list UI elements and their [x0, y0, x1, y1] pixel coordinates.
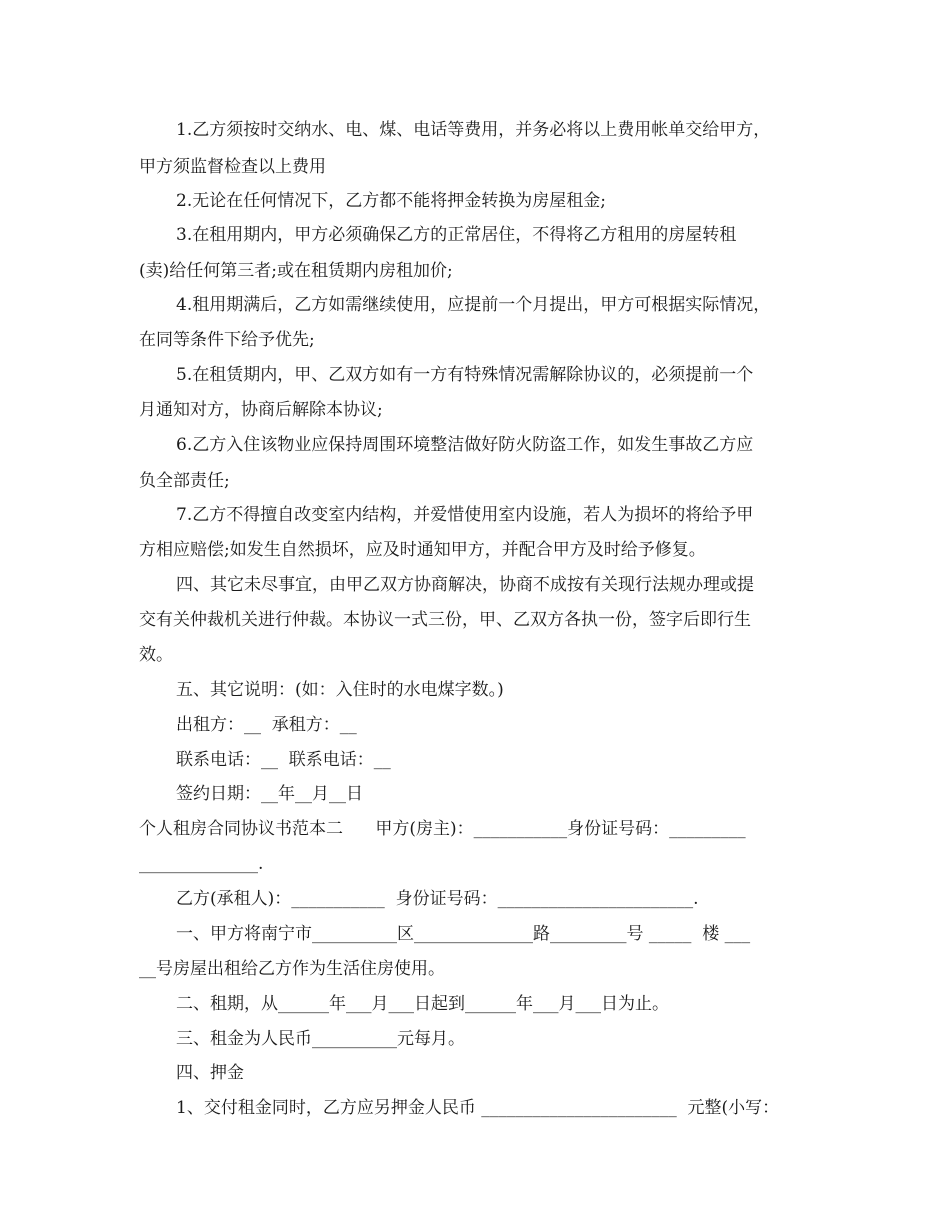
- text-line: 月通知对方，协商后解除本协议;: [139, 400, 383, 420]
- text-line: 联系电话：__ 联系电话：__: [176, 750, 391, 770]
- text-line: 四、其它未尽事宜，由甲乙双方协商解决，协商不成按有关现行法规办理或提: [176, 575, 754, 595]
- text-line: 3.在租用期内，甲方必须确保乙方的正常居住，不得将乙方租用的房屋转租: [176, 225, 737, 245]
- text-line: 交有关仲裁机关进行仲裁。本协议一式三份，甲、乙双方各执一份，签字后即行生: [139, 610, 751, 630]
- text-line: 6.乙方入住该物业应保持周围环境整洁做好防火防盗工作，如发生事故乙方应: [176, 435, 754, 455]
- text-line: 5.在租赁期内，甲、乙双方如有一方有特殊情况需解除协议的，必须提前一个: [176, 365, 754, 385]
- text-line: 乙方(承租人)：___________ 身份证号码：_______________________.: [176, 889, 699, 909]
- text-line: 2.无论在任何情况下，乙方都不能将押金转换为房屋租金;: [176, 191, 606, 211]
- text-line: 效。: [139, 645, 173, 665]
- text-line: 负全部责任;: [139, 471, 230, 491]
- text-line: ______________.: [139, 854, 264, 874]
- text-line: 4.租用期满后，乙方如需继续使用，应提前一个月提出，甲方可根据实际情况，: [176, 295, 771, 315]
- text-line: 1.乙方须按时交纳水、电、煤、电话等费用，并务必将以上费用帐单交给甲方，: [176, 120, 771, 140]
- text-line: 三、租金为人民币__________元每月。: [176, 1029, 465, 1049]
- text-line: 五、其它说明：(如：入住时的水电煤字数。): [176, 680, 504, 700]
- text-line: (卖)给任何第三者;或在租赁期内房租加价;: [139, 261, 453, 281]
- text-line: 甲方须监督检查以上费用: [139, 157, 326, 177]
- text-line: 一、甲方将南宁市__________区______________路_________号 _____ 楼 ___: [176, 924, 751, 944]
- text-line: 7.乙方不得擅自改变室内结构，并爱惜使用室内设施，若人为损坏的将给予甲: [176, 505, 754, 525]
- text-line: 在同等条件下给予优先;: [139, 330, 315, 350]
- text-line: 方相应赔偿;如发生自然损坏，应及时通知甲方，并配合甲方及时给予修复。: [139, 540, 706, 560]
- text-line: 1、交付租金同时，乙方应另押金人民币 _______________________ 元整(小写：: [176, 1098, 780, 1118]
- text-line: 个人租房合同协议书范本二 甲方(房主)：___________身份证号码：_________: [139, 819, 746, 839]
- text-line: 签约日期：__年__月__日: [176, 784, 363, 804]
- text-line: __号房屋出租给乙方作为生活住房使用。: [139, 959, 445, 979]
- text-line: 四、押金: [176, 1063, 244, 1083]
- text-line: 出租方：__ 承租方：__: [176, 715, 357, 735]
- text-line: 二、租期，从______年___月___日起到______年___月___日为止。: [176, 994, 669, 1014]
